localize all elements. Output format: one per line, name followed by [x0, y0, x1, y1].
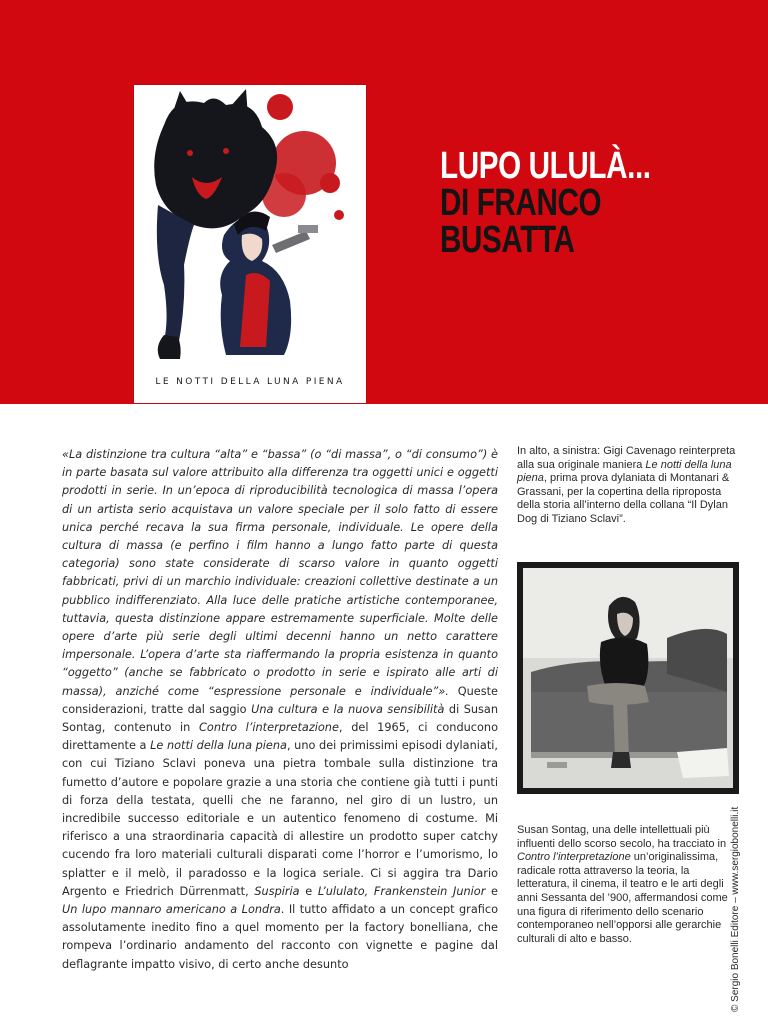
- body-segment: Queste considerazioni, tratte dal saggio: [62, 684, 498, 716]
- caption-cover: [517, 445, 739, 527]
- susan-sontag-photo: [517, 562, 739, 794]
- body-segment: , del 1965, ci conducono direttamente a: [62, 721, 498, 753]
- comic-cover-image: [134, 85, 366, 403]
- caption-work-title: Le notti della luna piena: [517, 458, 732, 485]
- caption-text: , prima prova dylaniata di Montanari & Grassani, per la copertina della riproposta della storia all’interno della collana “Il Dylan Dog di Tiziano Sclavi”.: [517, 472, 730, 525]
- title-line-2: DI FRANCO: [440, 182, 602, 224]
- work-title: L’ululato, Frankenstein Junior: [317, 884, 486, 898]
- title-line-1: LUPO ULULÀ...: [440, 145, 651, 187]
- moon-logo: [267, 94, 293, 120]
- article-title: [440, 145, 674, 261]
- work-title: Contro l’interpretazione: [199, 721, 339, 735]
- caption-text: Susan Sontag, una delle intellettuali più influenti dello scorso secolo, ha tracciato in: [517, 824, 727, 850]
- body-segment: . Il tutto affidato a un concept grafico assolutamente inedito fino a quel momento per la factory bonelliana, che rompeva l’ordinario andamento del racconto con vignette e pagine dal deflagrante impatto visivo, di certo anche desunto: [62, 903, 498, 971]
- title-line-3: BUSATTA: [440, 219, 575, 261]
- article-body: [62, 446, 498, 974]
- caption-text: un’originalissima, radicale rotta attraverso la teoria, la letteratura, il cinema, il teatro e le arti degli anni Sessanta del ’900, affermandosi come una figura di riferimento dello scenario contemporaneo nell’opporsi alle gerarchie culturali di alto e basso.: [517, 851, 728, 945]
- body-segment: , uno dei primissimi episodi dylaniati, con cui Tiziano Sclavi poneva una pietra tombale sulla distinzione tra fumetto d’autore e popolare grazie a una storia che contiene già tutti i punti di forza della testata, quelli che ne faranno, nel giro di un lustro, un incredibile successo editoriale e un autentico fenomeno di costume. Mi riferisco a una straordinaria capacità di allestire un prodotto super catchy cucendo fra loro materiali culturali disparati come l’horror e l’umorismo, lo splatter e il melò, il paradosso e la logica seriale. Ci si aggira tra Dario Argento e Friedrich Dürrenmatt,: [62, 739, 498, 898]
- work-title: Le notti della luna piena: [150, 739, 287, 753]
- caption-work-title: Contro l’interpretazione: [517, 851, 631, 864]
- work-title: Suspiria: [254, 884, 300, 898]
- cover-title: LE NOTTI DELLA LUNA PIENA: [155, 377, 345, 387]
- body-segment: e: [299, 884, 318, 898]
- caption-sontag: [517, 824, 739, 946]
- work-title: Una cultura e la nuova sensibilità: [251, 702, 445, 716]
- cover-illustration: [134, 85, 366, 403]
- work-title: Un lupo mannaro americano a Londra: [62, 903, 281, 917]
- body-segment: e: [485, 884, 498, 898]
- copyright-credit: © Sergio Bonelli Editore – www.sergiobonelli.it: [730, 806, 741, 1012]
- photo-illustration: [517, 562, 739, 794]
- sontag-quote: «La distinzione tra cultura “alta” e “bassa” (o “di massa”, o “di consumo”) è in parte basata sul valore attribuito alla differenza tra oggetti unici e oggetti prodotti in serie. In un’epoca di riproducibilità tecnologica di massa l’opera di un artista serio acquistava un valore speciale per il solo fatto di essere unica perché recava la sua firma personale, individuale. Le opere della cultura di massa (e perfino i film hanno a lungo fatto parte di questa categoria) sono state considerate di scarso valore in quanto oggetti fabbricati, privi di un marchio individuale: creazioni collettive destinate a un pubblico indifferenziato. Alla luce delle pratiche artistiche contemporanee, tuttavia, questa distinzione appare estremamente superficiale. Molte delle opere d’arte più serie degli ultimi decenni hanno un netto carattere impersonale. L’opera d’arte sta riaffermando la propria esistenza in quanto “oggetto” (anche se fabbricato o prodotto in serie e ispirato alle arti di massa), anziché come “espressione personale e individuale”».: [62, 448, 498, 698]
- caption-text: In alto, a sinistra: Gigi Cavenago reinterpreta alla sua originale maniera: [517, 445, 736, 471]
- body-segment: di Susan Sontag, contenuto in: [62, 702, 499, 735]
